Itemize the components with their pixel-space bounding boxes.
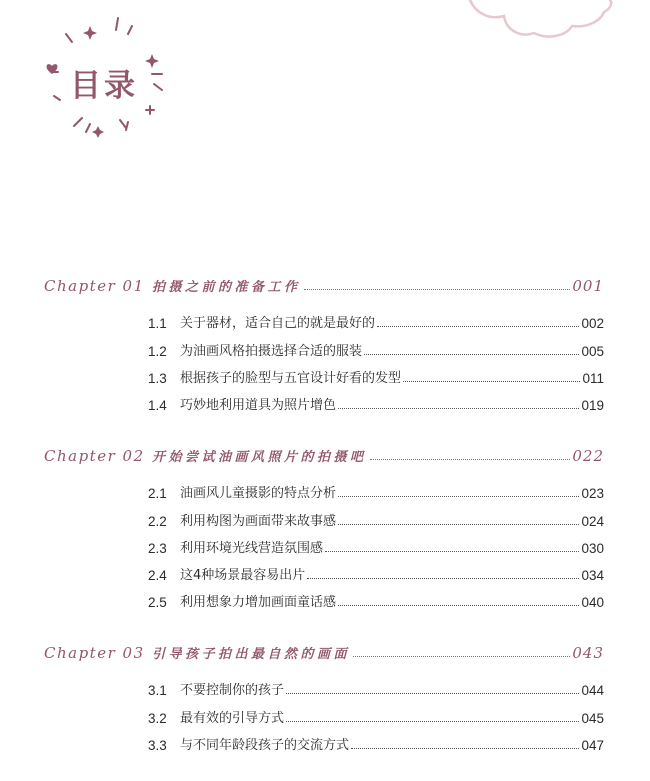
toc-entry[interactable]: [148, 590, 604, 610]
section-page-number: 040: [581, 595, 604, 610]
section-number: 3.1: [148, 683, 167, 698]
section-title: 这4种场景最容易出片: [180, 568, 306, 583]
dot-leader: [353, 656, 570, 657]
section-number: 1.1: [148, 316, 167, 331]
chapter-page-number: 001: [572, 277, 604, 295]
section-page-number: 002: [581, 316, 604, 331]
section-page-number: 011: [582, 371, 604, 386]
toc-entry[interactable]: [148, 563, 604, 583]
dot-leader: [286, 721, 579, 722]
dot-leader: [338, 408, 579, 409]
section-page-number: 045: [581, 711, 604, 726]
section-title: 关于器材，适合自己的就是最好的: [180, 316, 376, 331]
section-page-number: 019: [581, 398, 604, 413]
section-page-number: 024: [581, 514, 604, 529]
toc-entry[interactable]: [148, 509, 604, 529]
chapter-number: Chapter 03: [44, 644, 145, 662]
toc-entry[interactable]: [148, 481, 604, 501]
chapter-page-number: 043: [572, 644, 604, 662]
page-title: 目录: [70, 68, 138, 104]
chapter-02-heading[interactable]: [44, 443, 604, 465]
dot-leader: [351, 748, 579, 749]
section-title: 不要控制你的孩子: [180, 683, 285, 698]
toc-entry[interactable]: [148, 678, 604, 698]
section-number: 2.1: [148, 486, 167, 501]
section-page-number: 030: [581, 541, 604, 556]
chapter-page-number: 022: [572, 447, 604, 465]
dot-leader: [304, 289, 571, 290]
section-number: 2.3: [148, 541, 167, 556]
section-title: 利用环境光线营造氛围感: [180, 541, 324, 556]
section-title: 利用想象力增加画面童话感: [180, 595, 337, 610]
dot-leader: [338, 524, 579, 525]
section-title: 为油画风格拍摄选择合适的服装: [180, 344, 363, 359]
dot-leader: [307, 578, 579, 579]
section-number: 1.4: [148, 398, 167, 413]
section-number: 2.4: [148, 568, 167, 583]
dot-leader: [377, 326, 579, 327]
section-page-number: 044: [581, 683, 604, 698]
dot-leader: [338, 605, 579, 606]
section-title: 与不同年龄段孩子的交流方式: [180, 738, 350, 753]
chapter-title: 引导孩子拍出最自然的画面: [152, 647, 351, 662]
chapter-title: 拍摄之前的准备工作: [152, 280, 301, 295]
toc-entry[interactable]: [148, 366, 604, 386]
dot-leader: [338, 496, 579, 497]
section-title: 油画风儿童摄影的特点分析: [180, 486, 337, 501]
chapter-number: Chapter 01: [44, 277, 145, 295]
dot-leader: [286, 693, 579, 694]
dot-leader: [370, 459, 571, 460]
dot-leader: [325, 551, 579, 552]
section-title: 根据孩子的脸型与五官设计好看的发型: [180, 371, 402, 386]
section-title: 利用构图为画面带来故事感: [180, 514, 337, 529]
toc-entry[interactable]: [148, 393, 604, 413]
chapter-01-heading[interactable]: [44, 273, 604, 295]
section-page-number: 047: [581, 738, 604, 753]
section-title: 巧妙地利用道具为照片增色: [180, 398, 337, 413]
toc-entry[interactable]: [148, 733, 604, 753]
section-number: 1.2: [148, 344, 167, 359]
toc-entry[interactable]: [148, 311, 604, 331]
toc-entry[interactable]: [148, 536, 604, 556]
section-number: 2.5: [148, 595, 167, 610]
chapter-number: Chapter 02: [44, 447, 145, 465]
section-number: 2.2: [148, 514, 167, 529]
section-page-number: 034: [581, 568, 604, 583]
section-number: 1.3: [148, 371, 167, 386]
section-page-number: 023: [581, 486, 604, 501]
dot-leader: [364, 354, 579, 355]
section-title: 最有效的引导方式: [180, 711, 285, 726]
toc-entry[interactable]: [148, 339, 604, 359]
section-number: 3.2: [148, 711, 167, 726]
chapter-03-heading[interactable]: [44, 640, 604, 662]
chapter-title: 开始尝试油画风照片的拍摄吧: [152, 450, 367, 465]
dot-leader: [403, 381, 580, 382]
section-number: 3.3: [148, 738, 167, 753]
toc-entry[interactable]: [148, 706, 604, 726]
section-page-number: 005: [581, 344, 604, 359]
